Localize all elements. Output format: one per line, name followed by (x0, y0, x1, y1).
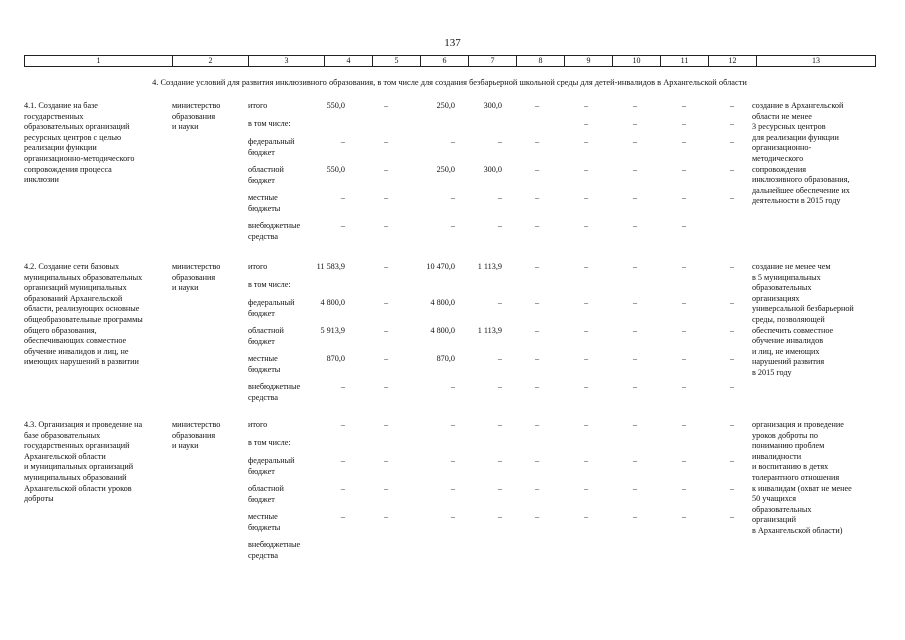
funding-value-c7: – (497, 298, 502, 307)
funding-value-c6: – (450, 420, 455, 429)
funding-value-c8: – (534, 456, 540, 465)
funding-value-c8: – (534, 512, 540, 521)
measure-result: создание в Архангельской области не менее 3 ресурсных центров для реализации функции организационно- методического сопровождения инклюзивного образования, дальнейшее обеспечение их деятельности в 2015 году (752, 101, 850, 206)
funding-value-c6: – (450, 484, 455, 493)
funding-value-c4: 4 800,0 (320, 298, 345, 307)
funding-value-c7: – (497, 221, 502, 230)
funding-value-c6: – (450, 193, 455, 202)
funding-value-c10: – (632, 420, 638, 429)
measure-name: 4.2. Создание сети базовых муниципальных образовательных организаций муниципальных образований Архангельской области, реализующих основные общеобразовательные программы общего образования, обеспечивающих совместное обучение инвалидов и лиц, не имеющих нарушений в развитии (24, 262, 143, 367)
funding-value-c9: – (583, 326, 589, 335)
funding-value-c6: – (450, 221, 455, 230)
measure-result: организация и проведение уроков доброты по пониманию проблем инвалидности и воспитанию в детях толерантного отношения к инвалидам (охват не менее 50 учащихся образовательных организаций в Архангельской области) (752, 420, 852, 535)
funding-value-c10: – (632, 326, 638, 335)
funding-source-label: местные бюджеты (248, 193, 281, 213)
funding-value-c5: – (383, 512, 389, 521)
funding-value-c9: – (583, 101, 589, 110)
funding-value-c7: – (497, 382, 502, 391)
funding-source-label: областной бюджет (248, 484, 284, 504)
funding-source-label: федеральный бюджет (248, 137, 295, 157)
funding-value-c8: – (534, 298, 540, 307)
funding-value-c6: – (450, 382, 455, 391)
funding-value-c5: – (383, 456, 389, 465)
funding-value-c5: – (383, 262, 389, 271)
funding-value-c11: – (681, 101, 687, 110)
funding-value-c9: – (583, 484, 589, 493)
funding-value-c12: – (729, 512, 735, 521)
funding-value-c9: – (583, 221, 589, 230)
funding-value-c7: – (497, 512, 502, 521)
funding-value-c11: – (681, 382, 687, 391)
funding-value-c4: – (340, 484, 345, 493)
funding-value-c4: – (340, 382, 345, 391)
funding-value-c9: – (583, 456, 589, 465)
funding-value-c9: – (583, 420, 589, 429)
header-col-12: 12 (709, 56, 757, 67)
funding-value-c4: 550,0 (326, 101, 345, 110)
funding-value-c7: – (497, 193, 502, 202)
funding-value-c5: – (383, 354, 389, 363)
section-title: 4. Создание условий для развития инклюзивного образования, в том числе для создания безбарьерной школьной среды для детей-инвалидов в Архангельской области (152, 78, 747, 87)
funding-source-label: областной бюджет (248, 165, 284, 185)
funding-value-c8: – (534, 354, 540, 363)
funding-source-label: в том числе: (248, 119, 291, 128)
funding-value-c10: – (632, 193, 638, 202)
funding-value-c11: – (681, 512, 687, 521)
funding-value-c7: – (497, 420, 502, 429)
funding-value-c8: – (534, 484, 540, 493)
funding-value-c4: – (340, 193, 345, 202)
funding-value-c5: – (383, 298, 389, 307)
funding-source-label: внебюджетные средства (248, 382, 301, 402)
funding-value-c6: 4 800,0 (430, 298, 455, 307)
funding-value-c10: – (632, 512, 638, 521)
header-col-3: 3 (249, 56, 325, 67)
header-col-1: 1 (25, 56, 173, 67)
funding-value-c12: – (729, 101, 735, 110)
funding-value-c11: – (681, 119, 687, 128)
funding-value-c6: – (450, 456, 455, 465)
header-col-8: 8 (517, 56, 565, 67)
funding-value-c12: – (729, 165, 735, 174)
funding-value-c8: – (534, 193, 540, 202)
funding-value-c9: – (583, 119, 589, 128)
funding-value-c11: – (681, 326, 687, 335)
funding-value-c10: – (632, 298, 638, 307)
funding-value-c7: 300,0 (483, 165, 502, 174)
funding-source-label: внебюджетные средства (248, 221, 301, 241)
measure-executor: министерство образования и науки (172, 262, 221, 293)
funding-value-c5: – (383, 221, 389, 230)
funding-value-c11: – (681, 193, 687, 202)
funding-value-c12: – (729, 326, 735, 335)
funding-value-c11: – (681, 262, 687, 271)
funding-value-c8: – (534, 137, 540, 146)
funding-value-c12: – (729, 420, 735, 429)
funding-value-c10: – (632, 354, 638, 363)
funding-value-c12: – (729, 137, 735, 146)
funding-value-c9: – (583, 382, 589, 391)
funding-value-c5: – (383, 326, 389, 335)
funding-value-c12: – (729, 119, 735, 128)
funding-source-label: областной бюджет (248, 326, 284, 346)
funding-value-c5: – (383, 193, 389, 202)
funding-value-c9: – (583, 193, 589, 202)
funding-value-c8: – (534, 101, 540, 110)
funding-value-c4: 5 913,9 (320, 326, 345, 335)
header-col-6: 6 (421, 56, 469, 67)
funding-value-c4: – (340, 512, 345, 521)
funding-value-c11: – (681, 221, 687, 230)
funding-value-c10: – (632, 165, 638, 174)
funding-value-c5: – (383, 382, 389, 391)
funding-value-c4: 11 583,9 (316, 262, 345, 271)
funding-value-c4: – (340, 420, 345, 429)
page-number: 137 (444, 37, 461, 49)
funding-value-c10: – (632, 101, 638, 110)
funding-value-c11: – (681, 484, 687, 493)
column-number-header (24, 55, 876, 67)
funding-value-c6: 10 470,0 (426, 262, 455, 271)
funding-value-c11: – (681, 420, 687, 429)
funding-value-c10: – (632, 262, 638, 271)
funding-source-label: местные бюджеты (248, 354, 281, 374)
funding-value-c9: – (583, 298, 589, 307)
funding-value-c12: – (729, 382, 735, 391)
funding-value-c5: – (383, 101, 389, 110)
funding-source-label: в том числе: (248, 438, 291, 447)
funding-value-c7: 1 113,9 (477, 326, 502, 335)
funding-source-label: итого (248, 262, 268, 271)
funding-value-c10: – (632, 484, 638, 493)
measure-result: создание не менее чем в 5 муниципальных образовательных организациях универсальной безбарьерной среды, позволяющей обеспечить совместное обучение инвалидов и лиц, не имеющих нарушений развития в 2015 году (752, 262, 854, 377)
funding-value-c8: – (534, 221, 540, 230)
funding-value-c7: – (497, 456, 502, 465)
funding-value-c8: – (534, 382, 540, 391)
funding-value-c11: – (681, 456, 687, 465)
funding-value-c4: 550,0 (326, 165, 345, 174)
funding-source-label: федеральный бюджет (248, 456, 295, 476)
header-col-2: 2 (173, 56, 249, 67)
funding-value-c4: – (340, 221, 345, 230)
funding-value-c11: – (681, 165, 687, 174)
funding-source-label: местные бюджеты (248, 512, 281, 532)
measure-executor: министерство образования и науки (172, 101, 221, 132)
funding-value-c9: – (583, 512, 589, 521)
funding-value-c12: – (729, 456, 735, 465)
funding-value-c12: – (729, 193, 735, 202)
funding-value-c12: – (729, 262, 735, 271)
funding-source-label: внебюджетные средства (248, 540, 301, 560)
header-col-13: 13 (757, 56, 876, 67)
funding-value-c9: – (583, 262, 589, 271)
funding-value-c6: 870,0 (436, 354, 455, 363)
funding-source-label: итого (248, 420, 268, 429)
funding-value-c10: – (632, 137, 638, 146)
funding-value-c6: – (450, 512, 455, 521)
funding-value-c5: – (383, 484, 389, 493)
funding-source-label: в том числе: (248, 280, 291, 289)
header-col-4: 4 (325, 56, 373, 67)
funding-value-c4: 870,0 (326, 354, 345, 363)
funding-value-c8: – (534, 165, 540, 174)
funding-value-c5: – (383, 165, 389, 174)
measure-name: 4.1. Создание на базе государственных образовательных организаций ресурсных центров с целью реализации функции организационно-методического сопровождения процесса инклюзии (24, 101, 135, 185)
header-col-11: 11 (661, 56, 709, 67)
funding-value-c6: 250,0 (436, 165, 455, 174)
funding-value-c5: – (383, 420, 389, 429)
funding-value-c12: – (729, 298, 735, 307)
funding-value-c6: 250,0 (436, 101, 455, 110)
funding-value-c7: 1 113,9 (477, 262, 502, 271)
funding-value-c9: – (583, 354, 589, 363)
funding-value-c7: – (497, 484, 502, 493)
funding-value-c11: – (681, 354, 687, 363)
funding-source-label: федеральный бюджет (248, 298, 295, 318)
funding-value-c8: – (534, 262, 540, 271)
funding-source-label: итого (248, 101, 268, 110)
funding-value-c9: – (583, 165, 589, 174)
funding-value-c4: – (340, 456, 345, 465)
funding-value-c11: – (681, 137, 687, 146)
header-col-5: 5 (373, 56, 421, 67)
funding-value-c10: – (632, 456, 638, 465)
funding-value-c7: – (497, 137, 502, 146)
funding-value-c4: – (340, 137, 345, 146)
funding-value-c12: – (729, 484, 735, 493)
header-col-10: 10 (613, 56, 661, 67)
funding-value-c7: 300,0 (483, 101, 502, 110)
funding-value-c10: – (632, 221, 638, 230)
funding-value-c11: – (681, 298, 687, 307)
funding-value-c6: 4 800,0 (430, 326, 455, 335)
funding-value-c8: – (534, 326, 540, 335)
funding-value-c8: – (534, 420, 540, 429)
header-col-9: 9 (565, 56, 613, 67)
funding-value-c10: – (632, 119, 638, 128)
measure-name: 4.3. Организация и проведение на базе образовательных государственных организаций Архангельской области и муниципальных организаций муниципальных образований Архангельской области уроков доброты (24, 420, 143, 504)
funding-value-c9: – (583, 137, 589, 146)
funding-value-c7: – (497, 354, 502, 363)
measure-executor: министерство образования и науки (172, 420, 221, 451)
funding-value-c12: – (729, 354, 735, 363)
header-col-7: 7 (469, 56, 517, 67)
funding-value-c6: – (450, 137, 455, 146)
funding-value-c5: – (383, 137, 389, 146)
funding-value-c10: – (632, 382, 638, 391)
